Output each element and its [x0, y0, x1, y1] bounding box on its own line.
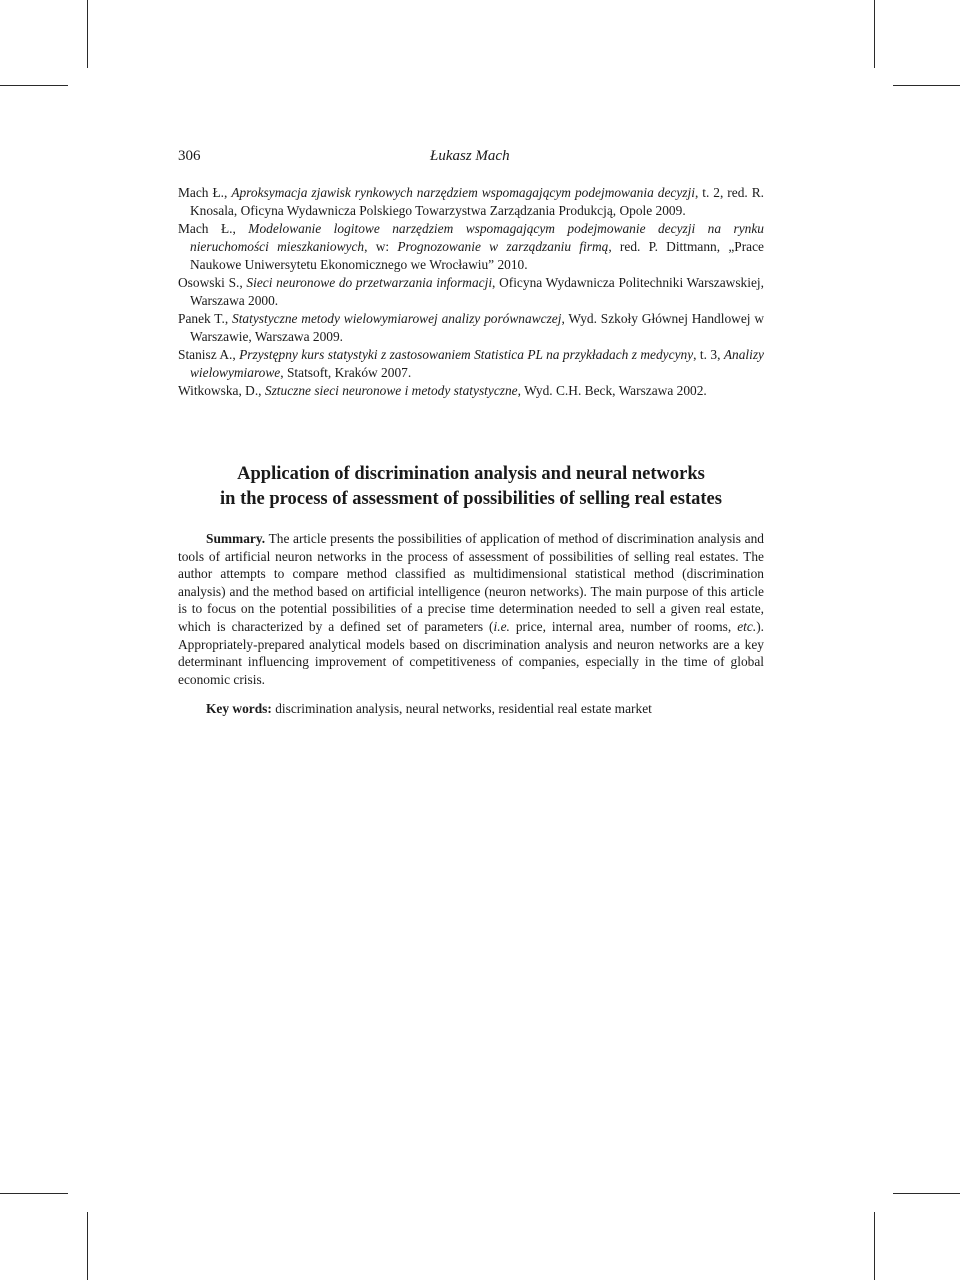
reference-details: , Wyd. C.H. Beck, Warszawa 2002.	[517, 383, 707, 398]
keywords-text: discrimination analysis, neural networks, residential real estate market	[271, 701, 652, 716]
reference-author: Osowski S.	[178, 275, 240, 290]
article-title-line: Application of discrimination analysis and neural networks	[237, 464, 705, 484]
article-title	[150, 462, 792, 512]
reference-details: , Wyd. Szkoły Głównej Handlowej w Warszawie, Warszawa 2009.	[190, 311, 764, 344]
reference-details: , Oficyna Wydawnicza Politechniki Warszawskiej, Warszawa 2000.	[190, 275, 764, 308]
keywords-label: Key words:	[206, 701, 272, 716]
reference-item: Mach Ł., Modelowanie logitowe narzędziem wspomagającym podejmowanie decyzji na rynku nieruchomości mieszkaniowych, w: Prognozowanie w zarządzaniu firmą, red. P. Dittmann, „Prace Naukowe Uniwersytetu Ekonomicznego we Wrocławiu” 2010.	[178, 221, 765, 272]
reference-details: , t. 3,	[693, 347, 724, 362]
reference-title: Analizy wielowymiarowe	[190, 347, 764, 380]
reference-item: Panek T., Statystyczne metody wielowymiarowej analizy porównawczej, Wyd. Szkoły Głównej Handlowej w Warszawie, Warszawa 2009.	[178, 311, 764, 344]
reference-details: , t. 2, red. R. Knosala, Oficyna Wydawnicza Polskiego Towarzystwa Zarządzania Produkcją, Opole 2009.	[190, 185, 765, 218]
reference-title: Sieci neuronowe do przetwarzania informacji	[246, 275, 493, 290]
reference-details: , red. P. Dittmann, „Prace Naukowe Uniwersytetu Ekonomicznego we Wrocławiu” 2010.	[190, 239, 765, 272]
reference-title: Modelowanie logitowe narzędziem wspomagającym podejmowanie decyzji na rynku nieruchomości mieszkaniowych	[190, 221, 764, 254]
summary-paragraph	[178, 530, 764, 688]
references-list	[178, 184, 764, 400]
reference-title: Przystępny kurs statystyki z zastosowaniem Statistica PL na przykładach z medycyny	[239, 347, 694, 362]
reference-author: Mach Ł.	[178, 221, 233, 236]
reference-item: Witkowska, D., Sztuczne sieci neuronowe i metody statystyczne, Wyd. C.H. Beck, Warszawa 2002.	[178, 383, 707, 398]
reference-author: Panek T.	[178, 311, 225, 326]
keywords-line	[178, 700, 764, 718]
crop-mark	[893, 1193, 960, 1194]
reference-details: , Statsoft, Kraków 2007.	[280, 365, 412, 380]
crop-mark	[874, 0, 875, 68]
summary-text: The article presents the possibilities of application of method of discrimination analysis and tools of artificial neuron networks in the process of assessment of possibilities of selling real estates. The author attempts to compare method classified as multidimensional statistical method (discrimination analysis) and the method based on artificial intelligence (neuron networks). The main purpose of this article is to focus on the potential possibilities of a precise time determination needed to sell a given real estate, which is characterized by a defined set of parameters (	[178, 531, 764, 634]
reference-title: Prognozowanie w zarządzaniu firmą	[397, 239, 609, 254]
summary-text: price, internal area, number of rooms,	[509, 618, 738, 634]
reference-author: Witkowska, D.	[178, 383, 259, 398]
reference-title: Aproksymacja zjawisk rynkowych narzędziem wspomagającym podejmowania decyzji	[231, 185, 695, 200]
summary-abbrev: etc.	[737, 618, 757, 634]
reference-title: Sztuczne sieci neuronowe i metody statystyczne	[264, 383, 518, 398]
reference-item: Mach Ł., Aproksymacja zjawisk rynkowych narzędziem wspomagającym podejmowania decyzji, t. 2, red. R. Knosala, Oficyna Wydawnicza Polskiego Towarzystwa Zarządzania Produkcją, Opole 2009.	[178, 185, 765, 218]
page-number: 306	[178, 148, 201, 164]
reference-author: Mach Ł.	[178, 185, 224, 200]
reference-item: Stanisz A., Przystępny kurs statystyki z zastosowaniem Statistica PL na przykładach z medycyny, t. 3, Analizy wielowymiarowe, Statsoft, Kraków 2007.	[178, 347, 764, 380]
crop-mark	[874, 1212, 875, 1280]
article-title-line: in the process of assessment of possibilities of selling real estates	[220, 489, 722, 509]
summary-abbrev: i.e.	[493, 618, 510, 634]
reference-title: Statystyczne metody wielowymiarowej analizy porównawczej	[232, 311, 562, 326]
crop-mark	[87, 1212, 88, 1280]
reference-author: Stanisz A.	[178, 347, 233, 362]
running-head	[178, 148, 764, 172]
crop-mark	[0, 1193, 68, 1194]
reference-item: Osowski S., Sieci neuronowe do przetwarzania informacji, Oficyna Wydawnicza Politechniki Warszawskiej, Warszawa 2000.	[178, 275, 764, 308]
reference-details: , w:	[364, 239, 398, 254]
summary-label: Summary.	[206, 531, 266, 546]
crop-mark	[0, 85, 68, 86]
summary-text: ). Appropriately-prepared analytical models based on discrimination analysis and neuron networks are a key determinant influencing improvement of competitiveness of companies, especially in the time of global economic crisis.	[178, 618, 764, 687]
crop-mark	[87, 0, 88, 68]
running-head-author: Łukasz Mach	[430, 148, 510, 164]
crop-mark	[893, 85, 960, 86]
